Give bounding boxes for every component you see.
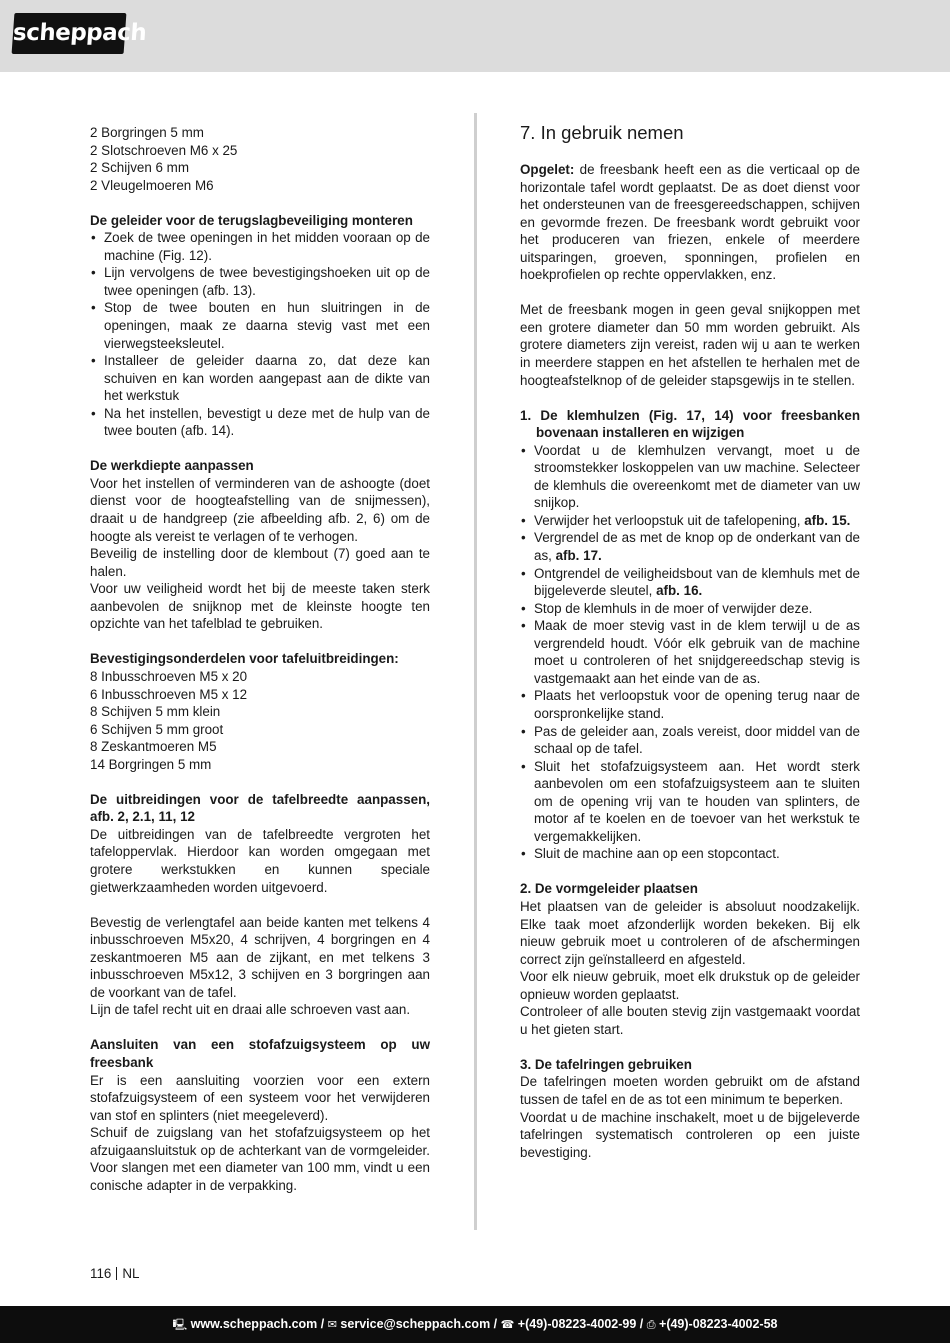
paragraph: Voor elk nieuw gebruik, moet elk drukstuk op de geleider opnieuw worden geplaatst.	[520, 969, 860, 1002]
footer-separator: /	[490, 1317, 501, 1331]
section-heading: Aansluiten van een stofafzuigsysteem op uw freesbank	[90, 1037, 430, 1070]
email-link[interactable]: service@scheppach.com	[340, 1317, 491, 1331]
part-line: 8 Zeskantmoeren M5	[90, 739, 217, 755]
section-heading: De uitbreidingen voor de tafelbreedte aanpassen, afb. 2, 2.1, 11, 12	[90, 791, 430, 825]
section-heading: 1. De klemhulzen (Fig. 17, 14) voor freesbanken bovenaan installeren en wijzigen	[520, 407, 860, 441]
paragraph: Het plaatsen van de geleider is absoluut noodzakelijk. Elke taak moet afzonderlijk worden bekeken. Bij elk nieuw gebruik moet u controleren of de afschermingen correct zijn geïnstalleerd en afgesteld.	[520, 898, 860, 967]
fax-number: +(49)-08223-4002-58	[659, 1317, 778, 1331]
instruction-list	[520, 442, 860, 863]
header-band	[0, 0, 950, 72]
part-line: 14 Borgringen 5 mm	[90, 756, 212, 772]
list-item	[520, 529, 860, 564]
scheppach-logo: scheppach	[12, 13, 127, 54]
column-divider	[474, 113, 477, 1230]
part-line: 2 Vleugelmoeren M6	[90, 177, 214, 193]
part-line: 6 Inbusschroeven M5 x 12	[90, 686, 248, 702]
page-number: 116	[90, 1266, 112, 1281]
instruction-list	[90, 229, 430, 440]
paragraph: Voordat u de machine inschakelt, moet u de bijgeleverde tafelringen systematisch controleren op een juiste bevestiging.	[520, 1109, 860, 1160]
section-heading: Bevestigingsonderdelen voor tafeluitbreidingen:	[90, 651, 399, 667]
list-item: • Lijn vervolgens de twee bevestigingshoeken uit op de twee openingen (afb. 13).	[90, 264, 430, 299]
paragraph: De uitbreidingen van de tafelbreedte vergroten het tafeloppervlak. Hierdoor kan worden omgegaan met grotere werkstukken en kunnen speciale gietwerkzaamheden worden uitgevoerd.	[90, 826, 430, 895]
list-item: • Stop de klemhuls in de moer of verwijder deze.	[520, 600, 860, 618]
list-item-text: Ontgrendel de veiligheidsbout van de klemhuls met de bijgeleverde sleutel,	[534, 565, 860, 599]
list-item: • Plaats het verloopstuk voor de opening terug naar de oorspronkelijke stand.	[520, 687, 860, 722]
list-item: • Maak de moer stevig vast in de klem terwijl u de as vergrendeld houdt. Vóór elk gebruik van de machine moet u controleren of het snijdgereedschap stevig is vastgemaakt aan het einde van de as.	[520, 617, 860, 687]
footer-separator: /	[317, 1317, 328, 1331]
section-heading: 3. De tafelringen gebruiken	[520, 1056, 692, 1072]
figure-reference: afb. 15.	[804, 512, 851, 528]
right-column	[520, 124, 860, 1161]
list-item-text: Verwijder het verloopstuk uit de tafelopening,	[534, 512, 805, 528]
figure-reference: afb. 16.	[656, 583, 703, 599]
left-column	[90, 124, 430, 1194]
part-line: 8 Inbusschroeven M5 x 20	[90, 668, 248, 684]
paragraph: Voor het instellen of verminderen van de ashoogte (doet dienst voor de hoogteafstelling van de snijmessen), draait u de handgreep (zie afbeelding afb. 2, 6) om de hoogte als vereist te verlagen of te verhogen.	[90, 475, 430, 544]
mail-icon: ✉	[327, 1319, 337, 1331]
section-heading: De werkdiepte aanpassen	[90, 458, 254, 474]
part-line: 2 Borgringen 5 mm	[90, 125, 204, 140]
phone-number: +(49)-08223-4002-99	[517, 1317, 637, 1331]
warning-label: Opgelet:	[520, 162, 575, 177]
paragraph: Schuif de zuigslang van het stofafzuigsysteem op het afzuigaansluitstuk op de achterkant van de vormgeleider. Voor slangen met een diameter van 100 mm, vindt u een conische adapter in de verpakking.	[90, 1125, 430, 1193]
list-item: • Pas de geleider aan, zoals vereist, door middel van de schaal op de tafel.	[520, 723, 860, 758]
paragraph	[520, 161, 860, 284]
paragraph: Met de freesbank mogen in geen geval snijkoppen met een grotere diameter dan 50 mm worden gebruikt. Als grotere diameters zijn vereist, raden wij u aan te werken in meerdere stappen en het afstellen te herhalen met de hoogteafstelknop of de geleider stapsgewijs in te stellen.	[520, 302, 860, 388]
computer-icon: 🖳	[172, 1319, 188, 1331]
list-item-text: Vergrendel de as met de knop op de onderkant van de as,	[534, 530, 860, 564]
part-line: 6 Schijven 5 mm groot	[90, 721, 224, 737]
chapter-title: 7. In gebruik nemen	[520, 122, 684, 143]
part-line: 2 Schijven 6 mm	[90, 160, 189, 176]
paragraph: Lijn de tafel recht uit en draai alle schroeven vast aan.	[90, 1002, 411, 1018]
website-link[interactable]: www.scheppach.com	[190, 1317, 318, 1331]
page-footer	[90, 1265, 139, 1282]
list-item: • Installeer de geleider daarna zo, dat deze kan schuiven en kan worden aangepast aan de dikte van het werkstuk	[90, 352, 430, 405]
paragraph: De tafelringen moeten worden gebruikt om de afstand tussen de tafel en de as tot een minimum te beperken.	[520, 1074, 860, 1107]
paragraph: Controleer of alle bouten stevig zijn vastgemaakt voordat u het gieten start.	[520, 1004, 860, 1037]
part-line: 2 Slotschroeven M6 x 25	[90, 142, 238, 158]
list-item	[520, 512, 860, 530]
language-code: NL	[122, 1266, 140, 1281]
list-item: • Voordat u de klemhulzen vervangt, moet u de stroomstekker loskoppelen van uw machine. Selecteer de klemhuls die overeenkomt met de diameter van uw snijkop.	[520, 442, 860, 512]
paragraph: Er is een aansluiting voorzien voor een extern stofafzuigsysteem of een systeem voor het verwijderen van stof en splinters (niet meegeleverd).	[90, 1072, 430, 1123]
list-item: • Stop de twee bouten en hun sluitringen in de openingen, maak ze daarna stevig vast met een vierwegsteeksleutel.	[90, 299, 430, 352]
figure-reference: afb. 17.	[555, 548, 602, 564]
list-item: • Zoek de twee openingen in het midden vooraan op de machine (Fig. 12).	[90, 229, 430, 264]
paragraph: Voor uw veiligheid wordt het bij de meeste taken sterk aanbevolen de snijknop met de kleinste hoogte ten opzichte van het tafelblad te gebruiken.	[90, 581, 430, 632]
list-item: • Sluit de machine aan op een stopcontact.	[520, 845, 860, 863]
contact-footer	[0, 1306, 950, 1343]
list-item	[520, 565, 860, 600]
paragraph: Bevestig de verlengtafel aan beide kanten met telkens 4 inbusschroeven M5x20, 4 schrijven, 4 borgringen en 4 zeskantmoeren M5 aan de zijkant, en met telkens 3 inbusschroeven M5x12, 3 schijven en 3 borgringen aan de voorkant van de tafel.	[90, 914, 430, 1000]
part-line: 8 Schijven 5 mm klein	[90, 704, 221, 720]
list-item: • Na het instellen, bevestigt u deze met de hulp van de twee bouten (afb. 14).	[90, 405, 430, 440]
page-number-separator	[116, 1267, 117, 1280]
footer-separator: /	[636, 1317, 647, 1331]
fax-icon: ⎙	[646, 1319, 656, 1331]
list-item: • Sluit het stofafzuigsysteem aan. Het wordt sterk aanbevolen om een stofafzuigsysteem aan te sluiten om de opening vrij van te houden van splinters, de motor af te koelen en de toevoer van het werkstuk te vergemakkelijken.	[520, 758, 860, 846]
phone-icon: ☎	[500, 1319, 515, 1331]
section-heading: 2. De vormgeleider plaatsen	[520, 881, 698, 897]
paragraph: Beveilig de instelling door de klembout (7) goed aan te halen.	[90, 546, 430, 579]
paragraph-text: de freesbank heeft een as die verticaal op de horizontale tafel wordt geplaatst. De as doet dienst voor het ondersteunen van de freesgereedschappen, schijven en gevormde frezen. De freesbank wordt gebruikt voor het produceren van friezen, enkele of meerdere uitsparingen, groeven, sponningen, profielen en hoekprofielen op rechte oppervlakken, enz.	[520, 162, 860, 283]
section-heading: De geleider voor de terugslagbeveiliging monteren	[90, 212, 413, 228]
